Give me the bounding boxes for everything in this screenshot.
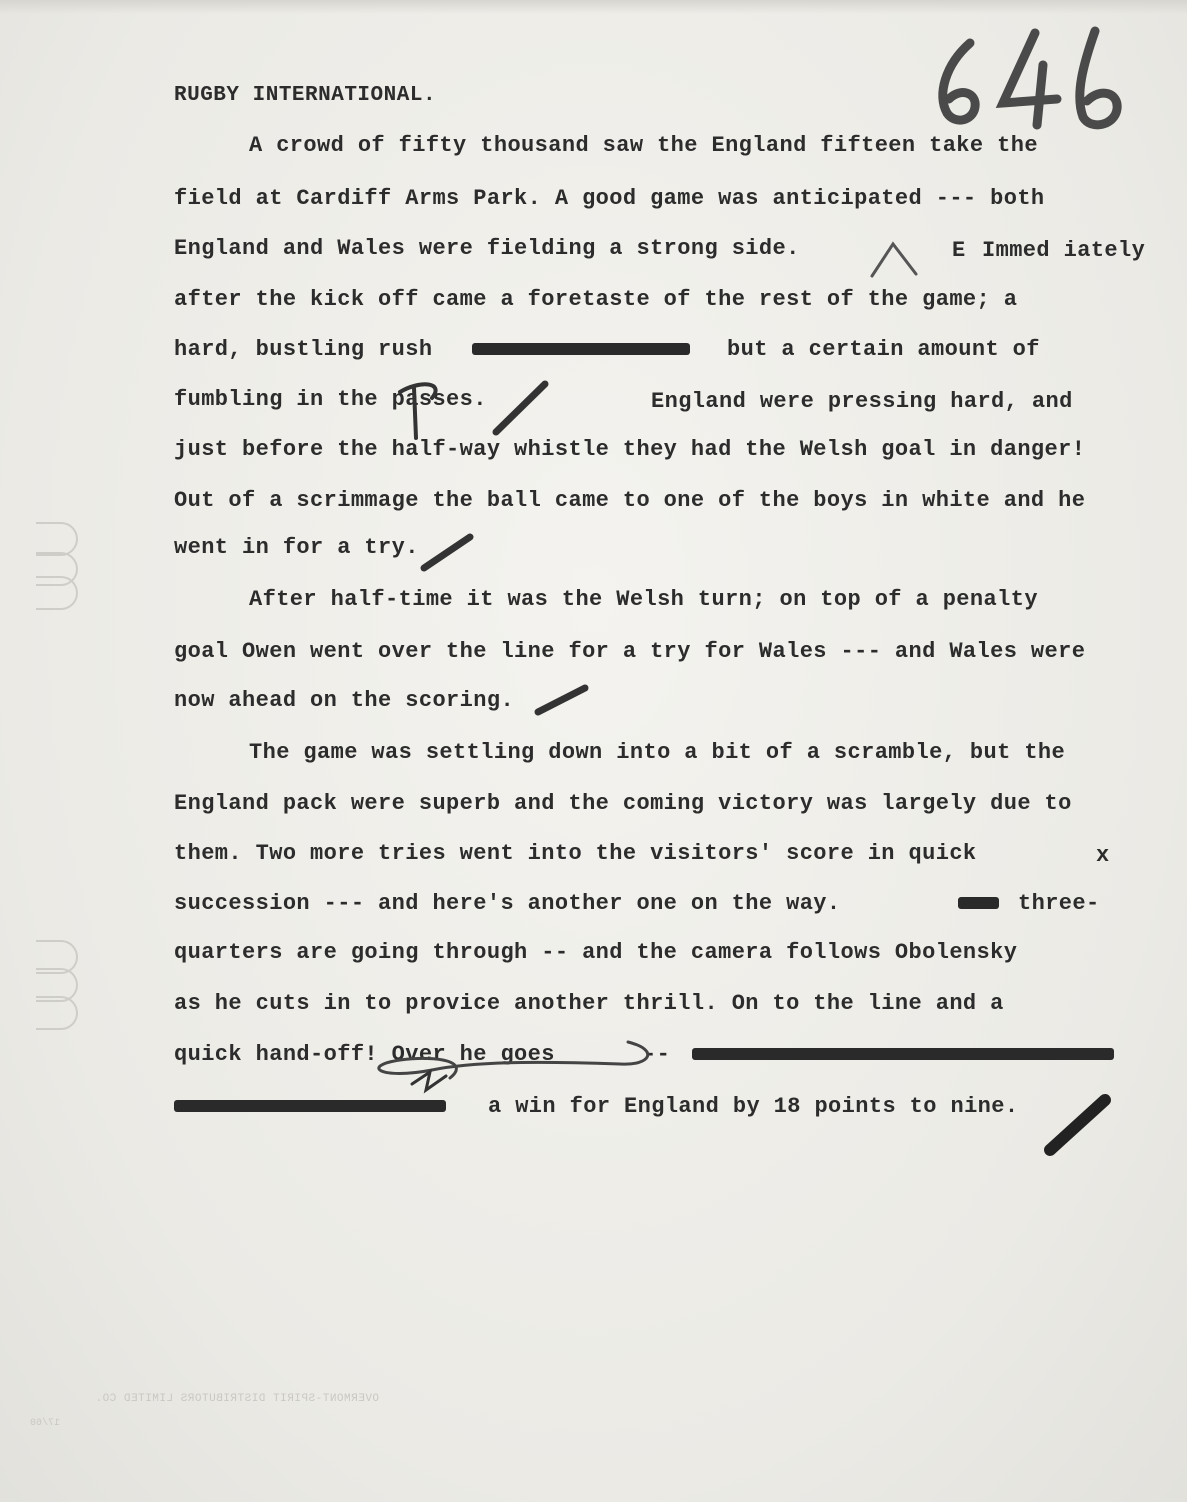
text-line: goal Owen went over the line for a try for Wales --- and Wales were [174, 639, 1086, 664]
text-line: after the kick off came a foretaste of the rest of the game; a [174, 287, 1018, 312]
text-line: quick hand-off! Over he goes [174, 1042, 555, 1067]
handwritten-folio-number [925, 25, 1140, 140]
text-line-fragment: but a certain amount of [727, 337, 1040, 362]
text-line: hard, bustling rush [174, 337, 433, 362]
slash-mark [424, 537, 470, 568]
mirrored-footer-stamp: OVERMONT-SPIRIT DISTRIBUTORS LIMITED CO. [95, 1393, 380, 1405]
text-line: a win for England by 18 points to nine. [488, 1094, 1019, 1119]
slash-mark [496, 384, 545, 432]
caret-mark [872, 244, 916, 276]
text-line: A crowd of fifty thousand saw the England fifteen take the [249, 133, 1038, 158]
struck-through-text [958, 891, 999, 916]
text-line: them. Two more tries went into the visitors' score in quick [174, 841, 977, 866]
punch-hole-mark [36, 522, 78, 556]
text-line: succession --- and here's another one on the way. [174, 891, 841, 916]
punch-hole-mark [36, 996, 78, 1030]
slash-mark [538, 688, 585, 712]
mirrored-footer-code: 17/60 [30, 1418, 61, 1429]
punch-hole-mark [36, 576, 78, 610]
text-line-fragment: -- [643, 1042, 671, 1067]
struck-through-text [174, 1094, 446, 1119]
text-line: quarters are going through -- and the camera follows Obolensky [174, 940, 1018, 965]
text-line-fragment: x [1096, 843, 1110, 868]
text-line: Out of a scrimmage the ball came to one of the boys in white and he [174, 488, 1086, 513]
struck-through-text [692, 1042, 1114, 1067]
text-line: After half-time it was the Welsh turn; on top of a penalty [249, 587, 1038, 612]
slash-mark [1050, 1100, 1105, 1150]
text-line: The game was settling down into a bit of a scramble, but the [249, 740, 1066, 765]
text-line: field at Cardiff Arms Park. A good game was anticipated --- both [174, 186, 1045, 211]
text-line: went in for a try. [174, 535, 419, 560]
text-line: as he cuts in to provice another thrill. On to the line and a [174, 991, 1004, 1016]
struck-through-text [472, 337, 690, 362]
text-line: England pack were superb and the coming victory was largely due to [174, 791, 1072, 816]
text-line: now ahead on the scoring. [174, 688, 515, 713]
text-line-fragment: E [952, 238, 966, 263]
document-title: RUGBY INTERNATIONAL. [174, 84, 437, 107]
text-line-fragment: three- [1018, 891, 1100, 916]
page-edge-shadow [0, 0, 1187, 14]
text-line: just before the half-way whistle they had the Welsh goal in danger! [174, 437, 1086, 462]
text-line-fragment: England were pressing hard, and [651, 389, 1073, 414]
text-line: fumbling in the passes. [174, 387, 487, 412]
handwritten-scribble [412, 1072, 446, 1090]
text-line: England and Wales were fielding a strong side. [174, 236, 800, 261]
text-line-fragment: Immed iately [982, 238, 1146, 263]
